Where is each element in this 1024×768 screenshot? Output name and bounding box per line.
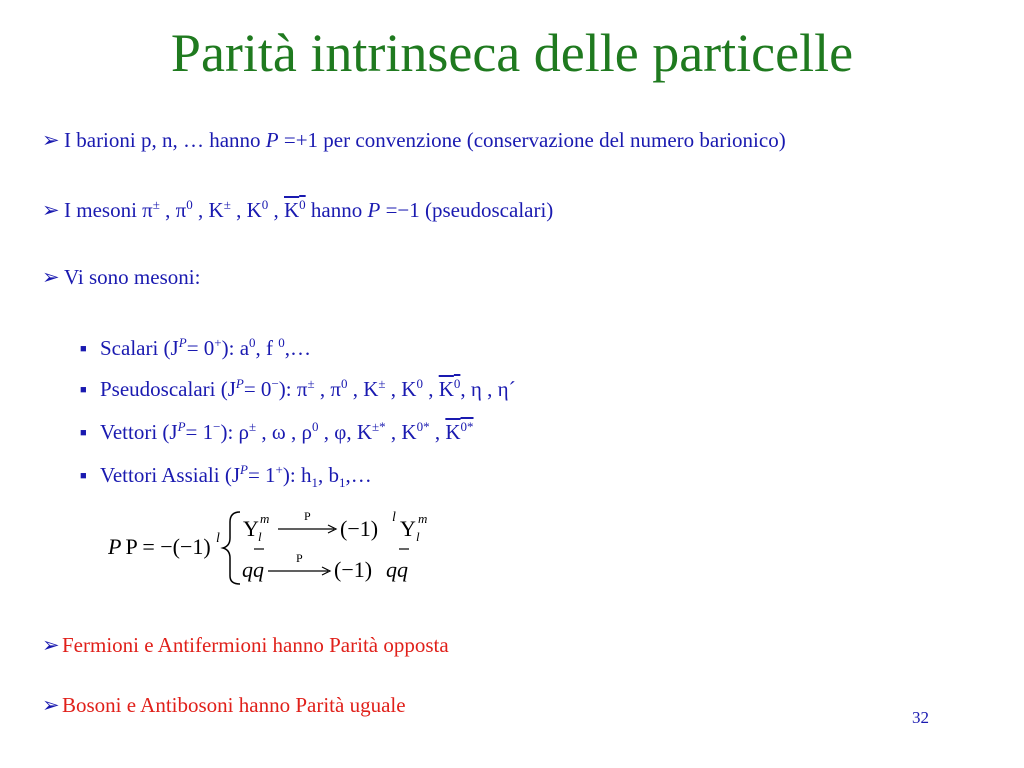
formula-row1-Y-sup: m — [260, 511, 270, 526]
bullet-vi-sono-mesoni: ➢ Vi sono mesoni: — [42, 265, 201, 289]
bullet-mesoni: ➢ I mesoni π± , $\pi^0$ , K± , $K^0$ , $K^0$ hanno P =−1 (pseudoscalari) — [42, 197, 554, 222]
bullet-bosoni: ➢ Bosoni e Antibosoni hanno Parità uguale — [42, 693, 406, 717]
square-bullet-icon: ■ — [80, 384, 87, 396]
sub-bullet-scalari: ■ Scalari $(J^P= 0^+)$: $a^0$, f $^0$,… — [80, 335, 312, 360]
formula-row1-rhs: (−1) — [340, 516, 379, 541]
formula-row2-rhs: (−1) — [334, 557, 373, 582]
bullet-fermioni: ➢ Fermioni e Antifermioni hanno Parità opposta — [42, 633, 449, 657]
arrow-bullet-icon: ➢ — [42, 198, 60, 222]
sub-bullet-vettori-assiali: ■ Vettori Assiali $(J^P= 1^+)$: $h_1$, $b_1,\dots$ — [80, 462, 372, 491]
formula-lhs-exponent: l — [216, 531, 220, 546]
formula-row1-rhs-exponent: l — [392, 510, 396, 525]
bullet-barioni: ➢ I barioni p, n, … hanno P =+1 per convenzione (conservazione del numero barionico) — [42, 128, 786, 152]
formula-row1-arrow-label: P — [304, 509, 311, 523]
arrow-bullet-icon: ➢ — [42, 265, 60, 289]
square-bullet-icon: ■ — [80, 343, 87, 355]
formula-lhs: P P = −(−1) — [108, 534, 211, 559]
formula-brace — [223, 512, 240, 584]
parity-formula — [108, 506, 448, 588]
arrow-bullet-icon: ➢ — [42, 633, 60, 657]
arrow-bullet-icon: ➢ — [42, 128, 60, 152]
formula-row1-Y: Y — [243, 516, 259, 541]
formula-row1-Y-sub: l — [258, 529, 262, 544]
formula-row2-qq: qq — [242, 557, 264, 582]
sub-bullet-vettori: ■ Vettori $(J^P= 1^-)$: ρ± , ω , $\rho^0$ , φ, K±* , $K^{0*}$ , $K^{0*}$ — [80, 419, 474, 444]
arrow-bullet-icon: ➢ — [42, 693, 60, 717]
square-bullet-icon: ■ — [80, 470, 87, 482]
formula-row1-rhs-Y: Y — [400, 516, 416, 541]
square-bullet-icon: ■ — [80, 427, 87, 439]
slide-title: Parità intrinseca delle particelle — [170, 23, 854, 83]
page-number: 32 — [912, 708, 929, 727]
sub-bullet-pseudoscalari: ■ Pseudoscalari $(J^P= 0^-)$: π± , $\pi^0$ , K± , $K^0$ , $K^0$, η , η´ — [80, 376, 516, 401]
formula-row1-rhs-Y-sub: l — [416, 529, 420, 544]
formula-row2-arrow-label: P — [296, 551, 303, 565]
formula-row2-rhs-qq: qq — [386, 557, 408, 582]
formula-row1-rhs-Y-sup: m — [418, 511, 428, 526]
